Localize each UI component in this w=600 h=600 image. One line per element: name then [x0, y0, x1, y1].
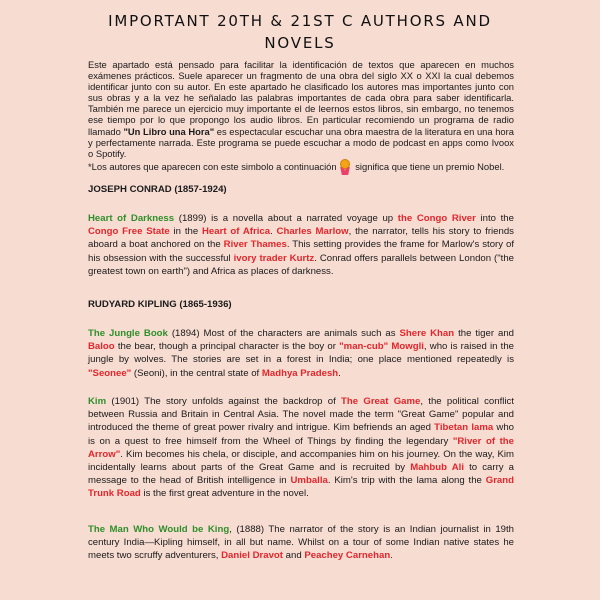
body-text: , who is raised in the jungle by wolves. The stories are set in a forest in India; one place mentioned repeatedly is	[88, 341, 514, 366]
body-text: . This setting provides the frame for Marlow's story of his obsession with the successful	[88, 239, 515, 264]
body-text: and	[282, 550, 305, 562]
keyword: Daniel Dravot	[221, 550, 283, 562]
intro-text-cont: es espectacular escuchar una obra maestra de la literatura en una hora y perfectamente narrada. Este programa se puede escuchar a modo de podcast en apps como Ivoox o Spotify.	[88, 125, 514, 159]
keyword: "man-cub" Mowgli	[339, 341, 424, 353]
keyword: "River of the Arrow"	[88, 435, 514, 460]
body-text: , the political conflict between Russia and Britain in Central Asia. The novel made the term "Great Game" popular and introduced the theme of great power rivalry and intrigue. Kim befriends an aged	[88, 396, 514, 434]
book-title-heart-of-darkness: Heart of Darkness	[88, 213, 175, 224]
body-text: the tiger and	[454, 328, 514, 339]
kipling-man-who-would-be-king-paragraph	[88, 523, 514, 563]
page-title	[20, 10, 580, 54]
body-text: (1901) The story unfolds against the backdrop of	[106, 396, 342, 407]
book-title-kim: Kim	[88, 396, 107, 407]
award-medal-icon	[338, 159, 352, 175]
body-text: . Conrad offers parallels between London ("the greatest town on earth") and Africa as places of darkness.	[88, 252, 514, 277]
body-text: is the first great adventure in the novel.	[140, 488, 309, 500]
body-text: to carry a message to the head of British intelligence in	[88, 462, 515, 487]
body-text: , the narrator, tells his story to friends aboard a boat anchored on the	[88, 226, 514, 251]
keyword: Umballa	[290, 475, 328, 487]
author-heading-kipling: RUDYARD KIPLING (1865-1936)	[88, 299, 232, 310]
keyword: Shere Khan	[399, 328, 455, 339]
book-title-man-who-would-be-king: The Man Who Would be King	[88, 524, 230, 535]
page-title-line-2: NOVELS	[264, 34, 336, 52]
page-title-line-1: IMPORTANT 20TH & 21ST C AUTHORS AND	[108, 12, 492, 30]
body-text: , (1888) The narrator of the story is an Indian journalist in 19th century India—Kipling himself, in all but name. Whilst on a tour of some Indian native states he meets two scruffy adventurers,	[88, 524, 515, 562]
body-text: into the	[475, 213, 514, 224]
author-heading-conrad: JOSEPH CONRAD (1857-1924)	[88, 184, 227, 195]
keyword: Charles Marlow	[276, 226, 349, 238]
body-text: . Kim becomes his chela, or disciple, and accompanies him on his journey. On the way, Kim incidentally learns about parts of the Great Game and is recruited by	[88, 448, 514, 474]
nobel-note-text-cont: significa que tiene un premio Nobel.	[352, 160, 505, 172]
keyword: "Seonee"	[88, 367, 132, 379]
body-text: .	[270, 226, 277, 238]
body-text: in the	[169, 226, 202, 238]
keyword: Baloo	[88, 341, 115, 353]
keyword: Mahbub Ali	[410, 462, 464, 474]
book-title-jungle-book: The Jungle Book	[88, 328, 168, 339]
intro-text: Este apartado está pensado para facilitar la identificación de textos que aparecen en muchos exámenes prácticos. Suele aparecer un fragmento de una obra del siglo XX o XXI la cual debemos identificar junto con su autor. En este apartado he clasificado los autores mas importantes junto con sus obras y a la vez he señalado las palabras importantes de cada obra para saber identificarla. También me parece un ejercicio muy importante el de leernos estos libros, sin embargo, no tenemos ese tiempo por lo que propongo los audio libros. En particular recomiendo un programa de radio llamado	[88, 59, 514, 137]
keyword: River Thames	[223, 239, 287, 251]
kipling-jungle-book-paragraph	[88, 327, 514, 380]
keyword: Peachey Carnehan	[304, 550, 391, 562]
keyword: the Congo River	[397, 213, 476, 224]
body-text: (Seoni), in the central state of	[131, 367, 262, 379]
kipling-kim-paragraph	[88, 395, 514, 501]
keyword: The Great Game	[341, 396, 421, 407]
intro-paragraph	[88, 59, 514, 175]
nobel-note-text: *Los autores que aparecen con este simbolo a continuación	[88, 160, 337, 172]
body-text: .	[338, 367, 341, 379]
keyword: Madhya Pradesh	[261, 367, 339, 379]
keyword: Heart of Africa	[202, 226, 271, 238]
body-text: (1894) Most of the characters are animals such as	[167, 328, 400, 339]
conrad-heart-of-darkness-paragraph	[88, 212, 514, 278]
body-text: (1899) is a novella about a narrated voyage up	[174, 213, 398, 224]
keyword: Tibetan lama	[434, 422, 494, 434]
body-text: . Kim's trip with the lama along the	[327, 475, 486, 487]
keyword: Congo Free State	[88, 226, 170, 238]
body-text: who is on a quest to free himself from the Wheel of Things by finding the legendary	[88, 422, 514, 447]
body-text: .	[390, 550, 393, 562]
radio-program-name: "Un Libro una Hora"	[123, 125, 215, 137]
keyword: Grand Trunk Road	[88, 475, 514, 500]
body-text: the bear, though a principal character is the boy or	[114, 341, 340, 353]
keyword: ivory trader Kurtz	[233, 252, 315, 264]
